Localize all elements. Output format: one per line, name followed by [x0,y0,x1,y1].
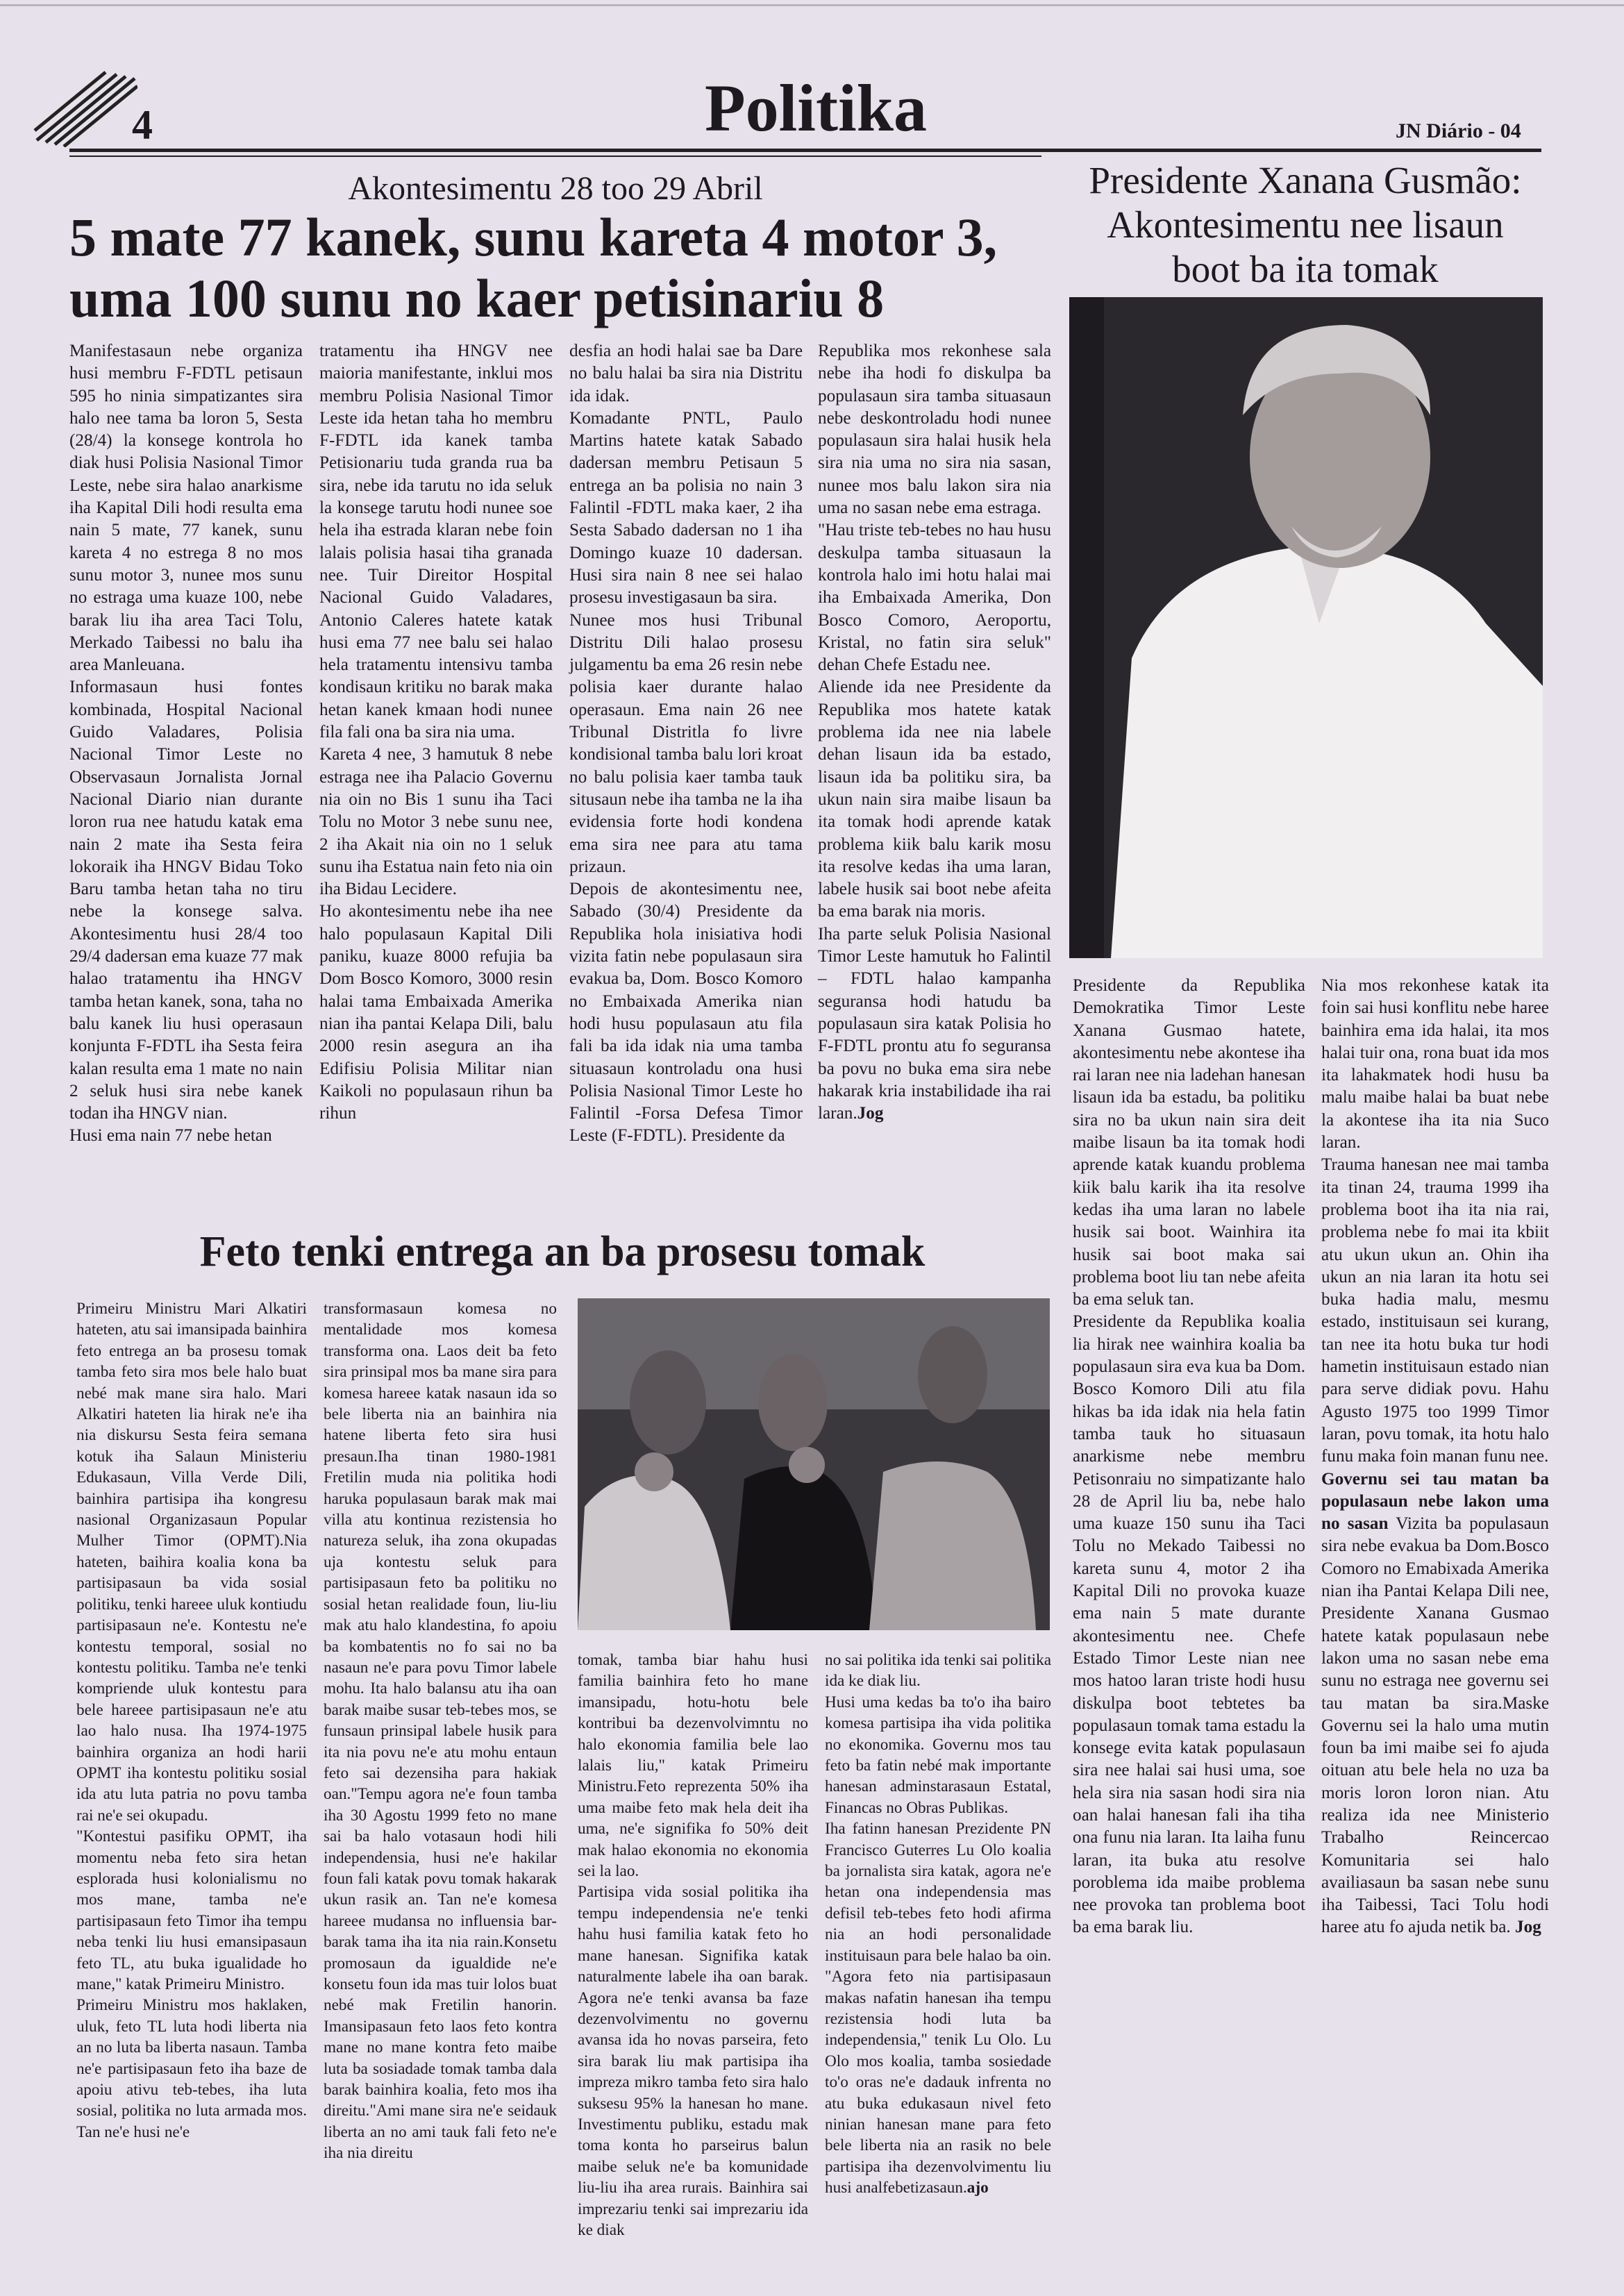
paragraph: Husi ema nain 77 nebe hetan [69,1126,272,1146]
paragraph: tratamentu iha HNGV nee maioria manifestante, inklui mos membru Polisia Nasional Timor Leste ida hetan taha ho membru F-FDTL ida kanek tamba Petisionariu tuda granda rua ba sira, nebe ida tarutu no ida seluk la konsege tarutu hodi nunee soe hela iha estrada klaran nebe foin lalais polisia hasai tiha granada nee. Tuir Direitor Hospital Nacional Guido Valadares, Antonio Caleres hatete katak husi ema 77 nee balu sei halao hela tratamentu intensivu tamba kondisaun kritiku no barak maka hetan kanek kmaan hodi nunee fila fali ona ba sira nia uma. [319,342,553,742]
group-photo-illustration [578,1298,1050,1630]
paragraph: Depois de akontesimentu nee, Sabado (30/4) Presidente da Republika hola inisiativa hodi vizita fatin nebe populasaun sira evakua ba, Dom. Bosco Komoro no Embaixada Amerika nian hodi husu populasaun atu fila fali ba ida idak nia uma tamba situasaun kontroladu ona husi Polisia Nasional Timor Leste ho Falintil -Forsa Defesa Timor Leste (F-FDTL). Presidente da [569,880,803,1146]
byline: Jog [857,1104,884,1123]
photo-xanana-gusmao [1069,297,1543,958]
byline: ajo [966,2179,989,2197]
headline-line: uma 100 sunu no kaer petisinariu 8 [69,268,885,328]
paragraph: Kareta 4 nee, 3 hamutuk 8 nebe estraga nee iha Palacio Governu nia oin no Bis 1 sunu iha Taci Tolu no Motor 3 nebe sunu nee, 2 iha Akait nia oin no 1 seluk sunu iha Estatua nain feto nia oin iha Bidau Lecidere. [319,745,553,899]
paragraph: Aliende ida nee Presidente da Republika mos hatete katak problema ida nee nia labele dehan lisaun ida ba estado, lisaun ida ba politiku sira, ba ukun nain sira maibe lisaun ba ita tomak hodi aprende katak problema kiik balu karik mosu ita resolve kedas iha uma laran, labele husik sai boot nebe afeita ba ema barak nia moris. [818,678,1051,921]
paragraph: Iha parte seluk Polisia Nasional Timor Leste hamutuk ho Falintil – FDTL halao kampanha seguransa hodi hatudu ba populasaun sira katak Polisia ho F-FDTL prontu atu fo seguransa ba povu no buka ema sira nebe hakarak kria instabilidade iha rai laran.Jog [818,924,1051,1123]
story2-headline [1069,158,1541,292]
publication-label: JN Diário - 04 [1396,119,1521,142]
photo-women-raising-fists [578,1298,1050,1630]
story2-column-2 [1321,975,1549,1939]
paragraph: Presidente da Republika Demokratika Timor Leste Xanana Gusmao hatete, akontesimentu nebe akontese iha rai laran nee nia ladehan hanesan lisaun ida ba estadu, ba politiku sira no ba ukun nain sira deit maibe lisaun ba ita tomak hodi aprende katak kuandu problema kiik balu karik iha ita resolve kedas iha uma laran no labele husik sai boot. Wainhira ita husik sai boot maka sai problema boot liu tan nebe afeita ba ema seluk tan. [1073,976,1305,1309]
story2-column-1 [1073,975,1305,1939]
header-rule [69,149,1541,152]
section-title: Politika [704,71,927,145]
paragraph: Komadante PNTL, Paulo Martins hatete katak Sabado dadersan membru Petisaun 5 entrega an ba polisia no nain 3 Falintil -FDTL maka kaer, 2 iha Sesta Sabado dadersan no 1 iha Domingo kuaze 10 dadersan. Husi sira nain 8 nee sei halao prosesu investigasaun ba sira. [569,408,803,607]
paragraph: Primeiru Ministru mos haklaken, uluk, feto TL luta hodi liberta nia an no luta ba liberta nasaun. Tamba ne'e partisipasaun feto iha baze de apoiu ativu teb-tebes, iha luta sosial, politika no luta armada mos. Tan ne'e husi ne'e [76,1996,307,2141]
story3-column-2 [324,1298,557,2164]
story1-column-2 [319,340,553,1125]
paragraph: Ho akontesimentu nebe iha nee halo populasaun Kapital Dili paniku, kuaze 8000 refujia ba Dom Bosco Komoro, 3000 resin halai tama Embaixada Amerika nian iha pantai Kelapa Dili, balu 2000 resin asegura an iha Edifisiu Polisia Militar nian Kaikoli no populasaun rihun ba rihun [319,902,553,1123]
paragraph: Husi uma kedas ba to'o iha bairo komesa partisipa iha vida politika no ekonomika. Governu mos tau feto ba fatin nebé mak importante hanesan adminstarasaun Estatal, Financas no Obras Publikas. [825,1693,1051,1817]
paragraph: Iha fatinn hanesan Prezidente PN Francisco Guterres Lu Olo koalia ba jornalista sira katak, agora ne'e hetan ona independensia mas defisil teb-tebes feto hodi afirma nia an hodi personalidade instituisaun para bele halao ba oin. "Agora feto nia partisipasaun makas nafatin hanesan iha tempu rezistensia hodi luta ba independensia," tenik Lu Olo. Lu Olo mos koalia, tamba sosiedade to'o oras ne'e dadauk infrenta no atu buka edukasaun nivel feto ninian hanesan mane para feto bele liberta nia an rasik no bele partisipa iha dezenvolvimentu liu husi analfebetizasaun.ajo [825,1820,1051,2197]
story1-kicker: Akontesimentu 28 too 29 Abril [348,170,763,207]
story1-column-3 [569,340,803,1148]
paragraph: Presidente da Republika koalia lia hirak nee wainhira koalia ba populasaun sira eva kua ba Dom. Bosco Komoro Dili atu fila hikas ba ida idak nia hela fatin tamba tauk ho situasaun anarkisme nebe membru Petisonraiu no simpatizante halo 28 de April liu ba, nebe halo uma kuaze 150 sunu iha Taci Tolu no Mekado Taibessi no kareta sunu 4, motor 2 iha Kapital Dili no provoka kuaze ema nain 5 mate durante akontesimentu nee. Chefe Estado Timor Leste nian nee mos hatoo laran triste hodi husu diskulpa boot tebtetes ba populasaun tomak tama estadu la konsege evita katak populasaun sira nee halai sai husi uma, soe hela sira nia sasan hodi sira nia oan halai hanesan fali iha tiha ona funu nia laran. Ita laiha funu laran, ita buka atu resolve poroblema ida maibe problema nee provoka tan problema boot ba ema barak liu. [1073,1312,1305,1937]
paragraph: Governu sei tau matan ba populasaun nebe lakon uma no sasan Vizita ba populasaun sira nebe evakua ba Dom.Bosco Comoro no Emabixada Amerika nian iha Pantai Kelapa Dili nee, Presidente Xanana Gusmao hatete katak populasaun nebe lakon uma no sasan nebe ema sunu no estraga nee governu sei tau matan ba sira.Maske Governu sei la halo uma mutin foun ba imi maibe sei fo ajuda oituan atu bele hela no uza ba moris loron loron nian. Atu realiza ida nee Ministerio Trabalho Reincercao Komunitaria sei halo availiasaun ba sasan nebe sunu iha Taibessi, Taci Tolu hodi haree atu fo ajuda netik ba. Jog [1321,1469,1549,1937]
paragraph: Primeiru Ministru Mari Alkatiri hateten, atu sai imansipada bainhira feto entrega an ba prosesu tomak tamba feto sira mos bele halo buat nebé mak mane sira halo. Mari Alkatiri hateten lia hirak ne'e iha nia diskursu Sesta feira semana kotuk iha Salaun Ministeriu Edukasaun, Villa Verde Dili, bainhira partisipa iha kongresu nasional Organizasaun Popular Mulher Timor (OPMT).Nia hateten, baihira koalia kona ba partisipasaun ba vida sosial politiku, tenki hareee uluk kontiudu partisipasaun ne'e. Kontestu ne'e kontestu temporal, sosial no kontestu politiku. Tamba ne'e tenki kompriende uluk kontestu para bele hareee partisipasaun ne'e atu lao halo nusa. Iha 1974-1975 bainhira organiza an hodi harii OPMT iha kontestu politiku sosial ida atu luta patria no povu tamba rai ne'e sei okupadu. [76,1300,307,1825]
paragraph: Manifestasaun nebe organiza husi membru F-FDTL petisaun 595 ho ninia simpatizantes sira halo nee tama ba loron 5, Sesta (28/4) la konsege kontrola ho diak husi Polisia Nasional Timor Leste, nebe sira halao anarkisme iha Kapital Dili hodi resulta ema nain 5 mate, 77 kanek, sunu kareta 4 no estrega 8 no mos sunu motor 3, nunee mos sunu no estraga uma kuaze 100, nebe barak liu iha area Taci Tolu, Merkado Taibessi no balu iha area Manleuana. [69,342,303,675]
paragraph: Informasaun husi fontes kombinada, Hospital Nacional Guido Valadares, Polisia Nacional Timor Leste no Observasaun Jornalista Jornal Nacional Diario nian durante loron rua nee hatudu katak ema nain 2 mate iha Sesta feira lokoraik iha HNGV Bidau Toko Baru tamba hetan taha no tiru nebe la konsege salva. Akontesimentu husi 28/4 too 29/4 dadersan ema kuaze 77 mak halao tratamentu iha HNGV tamba hetan kanek, sona, taha no balu kanek liu husi operasaun konjunta F-FDTL iha Sesta feira kalan resulta ema 1 mate no nain 2 seluk husi sira nebe kanek todan iha HNGV nian. [69,678,303,1123]
story1-column-4 [818,340,1051,1125]
page-number: 4 [132,102,153,148]
paragraph: desfia an hodi halai sae ba Dare no balu halai ba sira nia Distritu ida idak. [569,342,803,405]
paragraph: Nia mos rekonhese katak ita foin sai husi konflitu nebe haree bainhira ema ida halai, ita mos halai tuir ona, rona buat ida mos ita lahakmatek hodi husu ba malu maibe halai ba buat nebe la akontese iha ita nia Suco laran. [1321,976,1549,1153]
paragraph: tomak, tamba biar hahu husi familia bainhira feto ho mane imansipadu, hotu-hotu bele kontribui ba dezenvolvimntu no halo ekonomia familia bele lao lalais liu," katak Primeiru Ministru.Feto reprezenta 50% iha uma maibe feto mak hela deit iha uma, ne'e signifika fo 50% deit mak halao ekonomia no ekonomia sei la lao. [578,1651,808,1881]
headline-line: 5 mate 77 kanek, sunu kareta 4 motor 3, [69,207,998,267]
story3-headline: Feto tenki entrega an ba prosesu tomak [199,1228,926,1275]
paragraph: Partisipa vida sosial politika iha tempu independensia ne'e tenki hahu husi familia katak feto ho mane hanesan. Signifika katak naturalmente labele iha oan barak. Agora ne'e tenki avansa ba faze dezenvolvimentu no governu avansa ida ho novas parseira, feto sira barak liu mak partisipa iha impreza mikro tamba feto sira halo suksesu 95% la hanesan ho mane. Investimentu publiku, estadu mak toma konta ho parseirus balun maibe seluk ne'e ba komunidade liu-liu iha area rurais. Bainhira sai imprezariu tenki sai imprezariu ida ke diak [578,1883,808,2239]
paragraph: Trauma hanesan nee mai tamba ita tinan 24, trauma 1999 iha problema boot iha ita nia rai, problema nebe fo mai ita kbiit atu ukun ukun an. Ohin iha ukun an nia laran ita hotu sei buka hadia malu, mesmu estado, instituisaun sei kurang, tan nee ita hotu buka tur hodi hametin instituisaun estado nian para serve didiak povu. Hahu Agusto 1975 too 1999 Timor laran, povu tomak, ita hotu halo funu maka foin manan funu nee. [1321,1155,1549,1466]
story1-column-1 [69,340,303,1148]
header-rule-thin [69,156,1041,157]
byline: Jog [1515,1918,1541,1937]
paragraph: Republika mos rekonhese sala nebe iha hodi fo diskulpa ba populasaun sira tamba situasaun nebe deskontroladu hodi nunee populasaun sira halai husik hela sira nia uma no sira nia sasan, nunee mos balu lakon sira nia uma no sasan nebe ema estraga. [818,342,1051,518]
paragraph: "Hau triste teb-tebes no hau husu deskulpa tamba situasaun la kontrola halo imi hotu halai mai iha Embaixada Amerika, Don Bosco Comoro, Aeroportu, Kristal, no fatin sira seluk" dehan Chefe Estadu nee. [818,521,1051,675]
story3-column-3 [578,1650,808,2240]
headline-line: boot ba ita tomak [1172,248,1439,290]
story1-headline [69,207,1055,329]
paragraph: no sai politika ida tenki sai politika ida ke diak liu. [825,1651,1051,1691]
subhead: Governu sei tau matan ba populasaun nebe lakon uma no sasan [1321,1469,1549,1534]
headline-line: Presidente Xanana Gusmão: [1089,159,1522,201]
headline-line: Akontesimentu nee lisaun [1107,203,1504,246]
story3-column-1 [76,1298,307,2143]
story3-column-4 [825,1650,1051,2199]
paragraph: Nunee mos husi Tribunal Distritu Dili halao prosesu julgamentu ba ema 26 resin nebe polisia kaer durante halao operasaun. Ema nain 26 nee Tribunal Distritla fo livre kondisional tamba balu lori kroat no balu polisia kaer tamba tauk situsaun nebe iha tamba ne la iha evidensia forte hodi kondena ema sira nee para atu tama prizaun. [569,610,803,876]
paragraph: transformasaun komesa no mentalidade mos komesa transforma ona. Laos deit ba feto sira prinsipal mos ba mane sira para komesa hareee katak nasaun ida so bele liberta nia an bainhira nia hatene liberta feto sira husi presaun.Iha tinan 1980-1981 Fretilin muda nia politika hodi haruka populasaun barak mak mai villa atu kontinua rezistensia ho natureza seluk, iha zona okupadas uja kontestu seluk para partisipasaun feto ba politiku no sosial hetan realidade foun, liu-liu mak atu halo klandestina, fo apoiu ba kombatentis no fo sai no ba nasaun ne'e para povu Timor labele mohu. Ita halo balansu atu iha oan barak maibe susar teb-tebes mos, se funsaun prinsipal labele husik para ita nia povu ne'e atu mohu entaun feto sai dezensiha para hakiak oan."Tempu agora ne'e foun tamba iha 30 Agostu 1999 feto no mane sai ba halo votasaun hodi hili independensia, husi ne'e hakilar foun fali katak povu tomak hakarak ukun rasik an. Tan ne'e komesa hareee mudansa no influensia bar-barak tama iha ita nia rain.Konsetu promosaun da igualdide ne'e konsetu foun ida mas tuir lolos buat nebé mak Fretilin hanorin. Imansipasaun feto laos feto kontra mane no mane kontra feto maibe luta ba sosiadade tomak tamba dala barak bainhira koalia, feto mos iha direitu."Ami mane sira ne'e seidauk liberta an no ami tauk fali feto ne'e iha nia direitu [324,1300,557,2163]
paragraph: "Kontestui pasifiku OPMT, iha momentu neba feto sira hetan esplorada husi kolonialismu no mos mane, tamba ne'e partisipasaun feto Timor iha tempu neba tenki liu husi emansipasaun feto TL, atu buka igualidade ho mane," katak Primeiru Ministro. [76,1827,307,1993]
top-rule [0,4,1624,6]
portrait-illustration [1069,297,1543,958]
diagonal-stripes-logo [33,71,137,147]
